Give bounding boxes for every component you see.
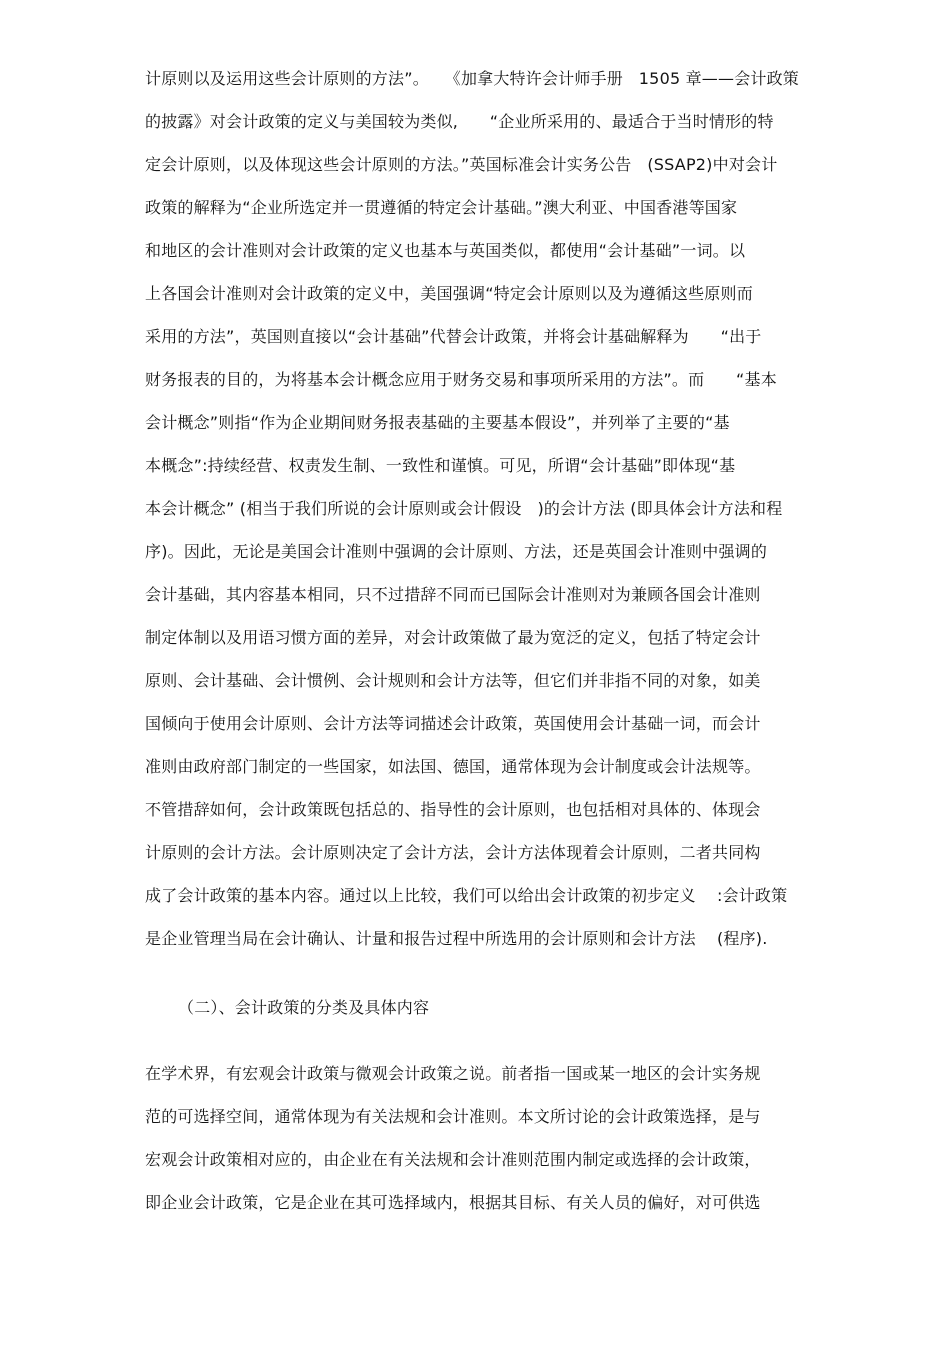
text-line: 定会计原则，以及体现这些会计原则的方法。”英国标准会计实务公告 (SSAP2)中对会计 [145, 155, 778, 174]
text-line: 计原则的会计方法。会计原则决定了会计方法，会计方法体现着会计原则，二者共同构 [145, 843, 761, 862]
text-line: 会计基础，其内容基本相同，只不过措辞不同而已国际会计准则对为兼顾各国会计准则 [145, 585, 761, 604]
text-line: 范的可选择空间，通常体现为有关法规和会计准则。本文所讨论的会计政策选择，是与 [145, 1107, 761, 1126]
text-line: 原则、会计基础、会计惯例、会计规则和会计方法等，但它们并非指不同的对象，如美 [145, 671, 761, 690]
text-line: 制定体制以及用语习惯方面的差异，对会计政策做了最为宽泛的定义，包括了特定会计 [145, 628, 761, 647]
text-line: 宏观会计政策相对应的，由企业在有关法规和会计准则范围内制定或选择的会计政策， [145, 1150, 761, 1169]
text-line: 准则由政府部门制定的一些国家，如法国、德国，通常体现为会计制度或会计法规等。 [145, 757, 761, 776]
text-line: 会计概念”则指“作为企业期间财务报表基础的主要基本假设”，并列举了主要的“基 [145, 413, 730, 432]
text-line: 政策的解释为“企业所选定并一贯遵循的特定会计基础。”澳大利亚、中国香港等国家 [145, 198, 738, 217]
section-heading: （二）、会计政策的分类及具体内容 [178, 998, 430, 1017]
text-line: 和地区的会计准则对会计政策的定义也基本与英国类似，都使用“会计基础”一词。以 [145, 241, 746, 260]
text-line: 本概念”:持续经营、权责发生制、一致性和谨慎。可见，所谓“会计基础”即体现“基 [145, 456, 736, 475]
text-line: 采用的方法”，英国则直接以“会计基础”代替会计政策，并将会计基础解释为 “出于 [145, 327, 762, 346]
text-line: 不管措辞如何，会计政策既包括总的、指导性的会计原则，也包括相对具体的、体现会 [145, 800, 761, 819]
text-line: 计原则以及运用这些会计原则的方法”。 《加拿大特许会计师手册 1505 章——会计政策 [145, 69, 800, 88]
text-line: 的披露》对会计政策的定义与美国较为类似, “企业所采用的、最适合于当时情形的特 [145, 112, 774, 131]
text-line: 在学术界，有宏观会计政策与微观会计政策之说。前者指一国或某一地区的会计实务规 [145, 1064, 761, 1083]
text-line: 上各国会计准则对会计政策的定义中，美国强调“特定会计原则以及为遵循这些原则而 [145, 284, 753, 303]
text-line: 财务报表的目的，为将基本会计概念应用于财务交易和事项所采用的方法”。而 “基本 [145, 370, 777, 389]
text-line: 国倾向于使用会计原则、会计方法等词描述会计政策，英国使用会计基础一词，而会计 [145, 714, 761, 733]
text-line: 本会计概念” (相当于我们所说的会计原则或会计假设 )的会计方法 (即具体会计方法和程 [145, 499, 783, 518]
text-line: 即企业会计政策，它是企业在其可选择域内，根据其目标、有关人员的偏好，对可供选 [145, 1193, 761, 1212]
text-line: 成了会计政策的基本内容。通过以上比较，我们可以给出会计政策的初步定义 :会计政策 [145, 886, 788, 905]
text-line: 序)。因此，无论是美国会计准则中强调的会计原则、方法，还是英国会计准则中强调的 [145, 542, 768, 561]
text-line: 是企业管理当局在会计确认、计量和报告过程中所选用的会计原则和会计方法 (程序). [145, 929, 768, 948]
